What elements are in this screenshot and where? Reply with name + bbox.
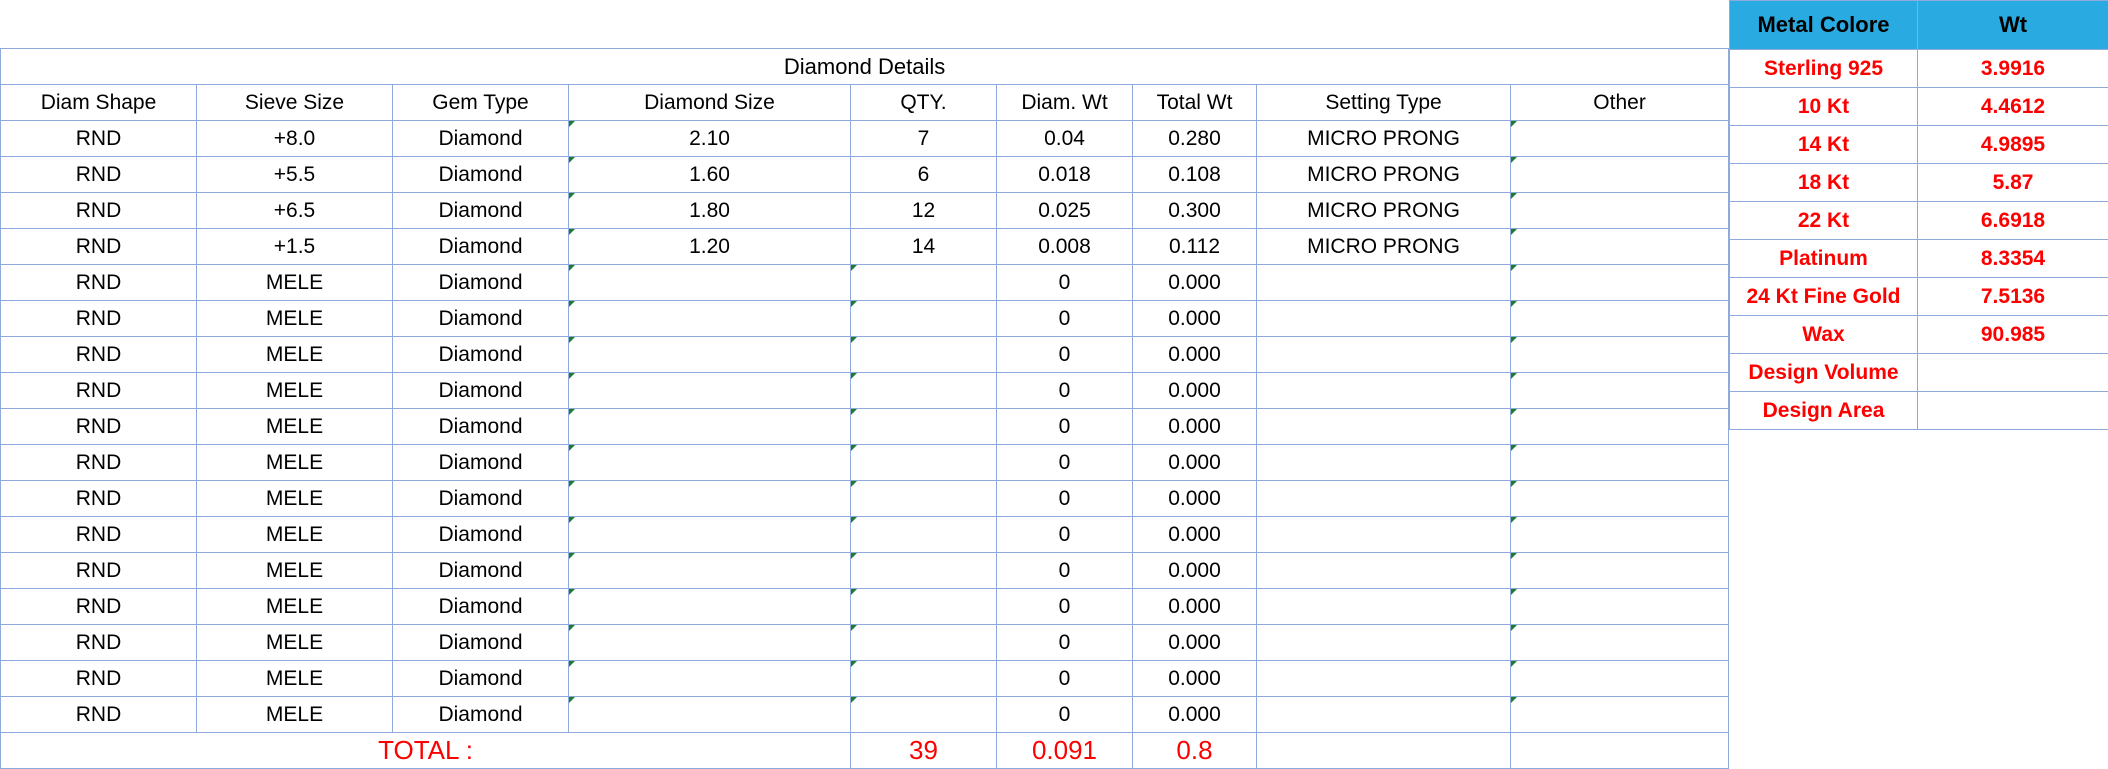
cell-diam-wt[interactable]: 0.04 <box>997 121 1133 157</box>
cell-sieve-size[interactable]: +8.0 <box>197 121 393 157</box>
cell-diam-wt[interactable]: 0 <box>997 481 1133 517</box>
cell-gem-type[interactable]: Diamond <box>393 193 569 229</box>
cell-qty[interactable] <box>851 301 997 337</box>
cell-other[interactable] <box>1511 337 1729 373</box>
cell-sieve-size[interactable]: MELE <box>197 373 393 409</box>
metal-name: 10 Kt <box>1730 88 1918 126</box>
cell-setting-type[interactable] <box>1257 661 1511 697</box>
cell-diam-shape[interactable]: RND <box>1 697 197 733</box>
cell-diamond-size[interactable] <box>569 301 851 337</box>
cell-sieve-size[interactable]: MELE <box>197 481 393 517</box>
table-row <box>1 337 1729 373</box>
cell-diam-wt[interactable]: 0 <box>997 445 1133 481</box>
column-header-diam-wt: Diam. Wt <box>997 85 1133 121</box>
cell-diam-shape[interactable]: RND <box>1 265 197 301</box>
table-row <box>1 697 1729 733</box>
cell-total-wt[interactable]: 0.000 <box>1133 661 1257 697</box>
cell-diamond-size[interactable] <box>569 265 851 301</box>
metal-wt[interactable]: 3.9916 <box>1918 50 2108 88</box>
metal-wt[interactable]: 6.6918 <box>1918 202 2108 240</box>
cell-diam-wt[interactable]: 0 <box>997 553 1133 589</box>
table-row <box>1 121 1729 157</box>
cell-total-wt[interactable]: 0.300 <box>1133 193 1257 229</box>
metal-name: Wax <box>1730 316 1918 354</box>
cell-total-wt[interactable]: 0.000 <box>1133 337 1257 373</box>
cell-diamond-size[interactable]: 1.80 <box>569 193 851 229</box>
cell-diam-wt[interactable]: 0.018 <box>997 157 1133 193</box>
metal-name: 24 Kt Fine Gold <box>1730 278 1918 316</box>
cell-setting-type[interactable] <box>1257 301 1511 337</box>
cell-other[interactable] <box>1511 193 1729 229</box>
cell-other[interactable] <box>1511 589 1729 625</box>
metal-weight-table <box>1729 0 2108 430</box>
cell-diam-shape[interactable]: RND <box>1 301 197 337</box>
cell-gem-type[interactable]: Diamond <box>393 589 569 625</box>
cell-other[interactable] <box>1511 301 1729 337</box>
cell-other[interactable] <box>1511 373 1729 409</box>
cell-setting-type[interactable] <box>1257 517 1511 553</box>
cell-diam-shape[interactable]: RND <box>1 553 197 589</box>
table-row <box>1 625 1729 661</box>
cell-qty[interactable] <box>851 553 997 589</box>
cell-diam-shape[interactable]: RND <box>1 589 197 625</box>
table-row <box>1 589 1729 625</box>
cell-other[interactable] <box>1511 229 1729 265</box>
metal-wt[interactable]: 7.5136 <box>1918 278 2108 316</box>
cell-setting-type[interactable]: MICRO PRONG <box>1257 157 1511 193</box>
cell-gem-type[interactable]: Diamond <box>393 481 569 517</box>
cell-diam-wt[interactable]: 0 <box>997 625 1133 661</box>
cell-diamond-size[interactable]: 2.10 <box>569 121 851 157</box>
cell-qty[interactable] <box>851 517 997 553</box>
table-row <box>1 229 1729 265</box>
metal-wt[interactable]: 5.87 <box>1918 164 2108 202</box>
total-other <box>1511 733 1729 769</box>
cell-gem-type[interactable]: Diamond <box>393 445 569 481</box>
metal-row <box>1730 240 2108 278</box>
metal-row <box>1730 278 2108 316</box>
cell-diam-wt[interactable]: 0 <box>997 337 1133 373</box>
metal-wt[interactable]: 8.3354 <box>1918 240 2108 278</box>
cell-diam-wt[interactable]: 0.025 <box>997 193 1133 229</box>
cell-qty[interactable]: 7 <box>851 121 997 157</box>
cell-qty[interactable] <box>851 337 997 373</box>
cell-diam-wt[interactable]: 0 <box>997 409 1133 445</box>
metal-name: Sterling 925 <box>1730 50 1918 88</box>
metal-row <box>1730 126 2108 164</box>
metal-row <box>1730 164 2108 202</box>
metal-row <box>1730 88 2108 126</box>
cell-sieve-size[interactable]: MELE <box>197 553 393 589</box>
total-setting-type <box>1257 733 1511 769</box>
metal-row <box>1730 392 2108 430</box>
cell-other[interactable] <box>1511 409 1729 445</box>
cell-diam-shape[interactable]: RND <box>1 661 197 697</box>
diamond-details-title-row <box>1 49 1729 85</box>
cell-sieve-size[interactable]: MELE <box>197 697 393 733</box>
cell-qty[interactable] <box>851 589 997 625</box>
cell-sieve-size[interactable]: +1.5 <box>197 229 393 265</box>
cell-diam-shape[interactable]: RND <box>1 229 197 265</box>
cell-qty[interactable] <box>851 661 997 697</box>
cell-total-wt[interactable]: 0.000 <box>1133 481 1257 517</box>
cell-gem-type[interactable]: Diamond <box>393 337 569 373</box>
table-row <box>1 301 1729 337</box>
cell-setting-type[interactable] <box>1257 553 1511 589</box>
column-header-diam-shape: Diam Shape <box>1 85 197 121</box>
cell-total-wt[interactable]: 0.000 <box>1133 625 1257 661</box>
table-row <box>1 661 1729 697</box>
cell-diamond-size[interactable]: 1.20 <box>569 229 851 265</box>
table-row <box>1 445 1729 481</box>
cell-setting-type[interactable] <box>1257 445 1511 481</box>
cell-total-wt[interactable]: 0.000 <box>1133 265 1257 301</box>
metal-name: Design Area <box>1730 392 1918 430</box>
cell-diam-shape[interactable]: RND <box>1 337 197 373</box>
cell-other[interactable] <box>1511 157 1729 193</box>
cell-diam-shape[interactable]: RND <box>1 517 197 553</box>
cell-sieve-size[interactable]: MELE <box>197 517 393 553</box>
cell-total-wt[interactable]: 0.000 <box>1133 445 1257 481</box>
total-diam-wt: 0.091 <box>997 733 1133 769</box>
cell-diam-wt[interactable]: 0 <box>997 589 1133 625</box>
cell-qty[interactable]: 14 <box>851 229 997 265</box>
cell-diamond-size[interactable] <box>569 337 851 373</box>
cell-sieve-size[interactable]: +6.5 <box>197 193 393 229</box>
total-qty: 39 <box>851 733 997 769</box>
cell-gem-type[interactable]: Diamond <box>393 661 569 697</box>
column-header-sieve-size: Sieve Size <box>197 85 393 121</box>
cell-diamond-size[interactable] <box>569 517 851 553</box>
cell-diamond-size[interactable]: 1.60 <box>569 157 851 193</box>
cell-gem-type[interactable]: Diamond <box>393 517 569 553</box>
metal-name: 14 Kt <box>1730 126 1918 164</box>
cell-gem-type[interactable]: Diamond <box>393 157 569 193</box>
cell-diamond-size[interactable] <box>569 697 851 733</box>
total-label: TOTAL : <box>1 733 851 769</box>
cell-gem-type[interactable]: Diamond <box>393 301 569 337</box>
cell-sieve-size[interactable]: MELE <box>197 337 393 373</box>
cell-other[interactable] <box>1511 697 1729 733</box>
cell-other[interactable] <box>1511 625 1729 661</box>
column-header-other: Other <box>1511 85 1729 121</box>
cell-diam-wt[interactable]: 0 <box>997 697 1133 733</box>
cell-diam-wt[interactable]: 0.008 <box>997 229 1133 265</box>
cell-sieve-size[interactable]: MELE <box>197 409 393 445</box>
cell-diamond-size[interactable] <box>569 625 851 661</box>
column-header-total-wt: Total Wt <box>1133 85 1257 121</box>
cell-diam-wt[interactable]: 0 <box>997 517 1133 553</box>
diamond-details-title: Diamond Details <box>1 49 1729 85</box>
metal-wt[interactable]: 4.9895 <box>1918 126 2108 164</box>
cell-qty[interactable] <box>851 697 997 733</box>
cell-diam-shape[interactable]: RND <box>1 409 197 445</box>
cell-diam-wt[interactable]: 0 <box>997 265 1133 301</box>
cell-gem-type[interactable]: Diamond <box>393 121 569 157</box>
table-row <box>1 193 1729 229</box>
table-row <box>1 553 1729 589</box>
cell-qty[interactable]: 12 <box>851 193 997 229</box>
cell-other[interactable] <box>1511 121 1729 157</box>
metal-name: 18 Kt <box>1730 164 1918 202</box>
cell-setting-type[interactable] <box>1257 373 1511 409</box>
cell-qty[interactable] <box>851 625 997 661</box>
cell-diamond-size[interactable] <box>569 553 851 589</box>
column-header-setting-type: Setting Type <box>1257 85 1511 121</box>
cell-diam-wt[interactable]: 0 <box>997 301 1133 337</box>
cell-qty[interactable] <box>851 445 997 481</box>
cell-setting-type[interactable] <box>1257 589 1511 625</box>
cell-setting-type[interactable]: MICRO PRONG <box>1257 193 1511 229</box>
cell-total-wt[interactable]: 0.000 <box>1133 517 1257 553</box>
column-header-qty: QTY. <box>851 85 997 121</box>
cell-other[interactable] <box>1511 481 1729 517</box>
cell-sieve-size[interactable]: MELE <box>197 661 393 697</box>
cell-diamond-size[interactable] <box>569 409 851 445</box>
cell-diam-shape[interactable]: RND <box>1 121 197 157</box>
diamond-header-row <box>1 85 1729 121</box>
table-row <box>1 373 1729 409</box>
cell-diam-shape[interactable]: RND <box>1 193 197 229</box>
cell-diam-wt[interactable]: 0 <box>997 661 1133 697</box>
table-row <box>1 481 1729 517</box>
cell-total-wt[interactable]: 0.108 <box>1133 157 1257 193</box>
cell-sieve-size[interactable]: +5.5 <box>197 157 393 193</box>
table-row <box>1 265 1729 301</box>
metal-wt[interactable] <box>1918 392 2108 430</box>
metal-row <box>1730 50 2108 88</box>
table-row <box>1 517 1729 553</box>
cell-total-wt[interactable]: 0.280 <box>1133 121 1257 157</box>
cell-gem-type[interactable]: Diamond <box>393 697 569 733</box>
cell-diam-shape[interactable]: RND <box>1 625 197 661</box>
metal-header-row <box>1730 1 2108 50</box>
table-row <box>1 409 1729 445</box>
metal-wt[interactable]: 4.4612 <box>1918 88 2108 126</box>
cell-other[interactable] <box>1511 661 1729 697</box>
metal-wt[interactable] <box>1918 354 2108 392</box>
cell-gem-type[interactable]: Diamond <box>393 409 569 445</box>
cell-diamond-size[interactable] <box>569 589 851 625</box>
cell-setting-type[interactable] <box>1257 625 1511 661</box>
cell-diam-shape[interactable]: RND <box>1 373 197 409</box>
table-row <box>1 157 1729 193</box>
cell-setting-type[interactable] <box>1257 697 1511 733</box>
cell-setting-type[interactable]: MICRO PRONG <box>1257 229 1511 265</box>
metal-row <box>1730 354 2108 392</box>
cell-total-wt[interactable]: 0.000 <box>1133 697 1257 733</box>
cell-sieve-size[interactable]: MELE <box>197 265 393 301</box>
cell-gem-type[interactable]: Diamond <box>393 229 569 265</box>
metal-name: Platinum <box>1730 240 1918 278</box>
metal-weight-table-container <box>1729 0 2108 430</box>
cell-diamond-size[interactable] <box>569 445 851 481</box>
cell-gem-type[interactable]: Diamond <box>393 265 569 301</box>
cell-total-wt[interactable]: 0.000 <box>1133 553 1257 589</box>
diamond-details-table <box>0 48 1729 769</box>
cell-diam-wt[interactable]: 0 <box>997 373 1133 409</box>
cell-other[interactable] <box>1511 517 1729 553</box>
cell-other[interactable] <box>1511 445 1729 481</box>
column-header-diamond-size: Diamond Size <box>569 85 851 121</box>
cell-gem-type[interactable]: Diamond <box>393 553 569 589</box>
cell-diam-shape[interactable]: RND <box>1 157 197 193</box>
cell-qty[interactable] <box>851 265 997 301</box>
cell-sieve-size[interactable]: MELE <box>197 301 393 337</box>
cell-diam-shape[interactable]: RND <box>1 445 197 481</box>
cell-sieve-size[interactable]: MELE <box>197 445 393 481</box>
cell-setting-type[interactable] <box>1257 265 1511 301</box>
cell-total-wt[interactable]: 0.000 <box>1133 373 1257 409</box>
cell-sieve-size[interactable]: MELE <box>197 589 393 625</box>
cell-diamond-size[interactable] <box>569 661 851 697</box>
cell-other[interactable] <box>1511 265 1729 301</box>
cell-total-wt[interactable]: 0.000 <box>1133 589 1257 625</box>
cell-total-wt[interactable]: 0.000 <box>1133 301 1257 337</box>
cell-other[interactable] <box>1511 553 1729 589</box>
column-header-gem-type: Gem Type <box>393 85 569 121</box>
cell-qty[interactable] <box>851 373 997 409</box>
cell-total-wt[interactable]: 0.112 <box>1133 229 1257 265</box>
cell-qty[interactable] <box>851 409 997 445</box>
metal-name: Design Volume <box>1730 354 1918 392</box>
column-header-metal-wt: Wt <box>1918 1 2108 50</box>
diamond-total-row <box>1 733 1729 769</box>
diamond-details-table-container <box>0 48 1728 769</box>
cell-qty[interactable]: 6 <box>851 157 997 193</box>
metal-row <box>1730 202 2108 240</box>
cell-diamond-size[interactable] <box>569 481 851 517</box>
cell-gem-type[interactable]: Diamond <box>393 373 569 409</box>
cell-setting-type[interactable] <box>1257 337 1511 373</box>
metal-row <box>1730 316 2108 354</box>
metal-name: 22 Kt <box>1730 202 1918 240</box>
cell-qty[interactable] <box>851 481 997 517</box>
cell-sieve-size[interactable]: MELE <box>197 625 393 661</box>
metal-wt[interactable]: 90.985 <box>1918 316 2108 354</box>
cell-total-wt[interactable]: 0.000 <box>1133 409 1257 445</box>
cell-setting-type[interactable] <box>1257 409 1511 445</box>
cell-setting-type[interactable]: MICRO PRONG <box>1257 121 1511 157</box>
cell-diamond-size[interactable] <box>569 373 851 409</box>
column-header-metal-colore: Metal Colore <box>1730 1 1918 50</box>
total-total-wt: 0.8 <box>1133 733 1257 769</box>
cell-setting-type[interactable] <box>1257 481 1511 517</box>
cell-diam-shape[interactable]: RND <box>1 481 197 517</box>
cell-gem-type[interactable]: Diamond <box>393 625 569 661</box>
